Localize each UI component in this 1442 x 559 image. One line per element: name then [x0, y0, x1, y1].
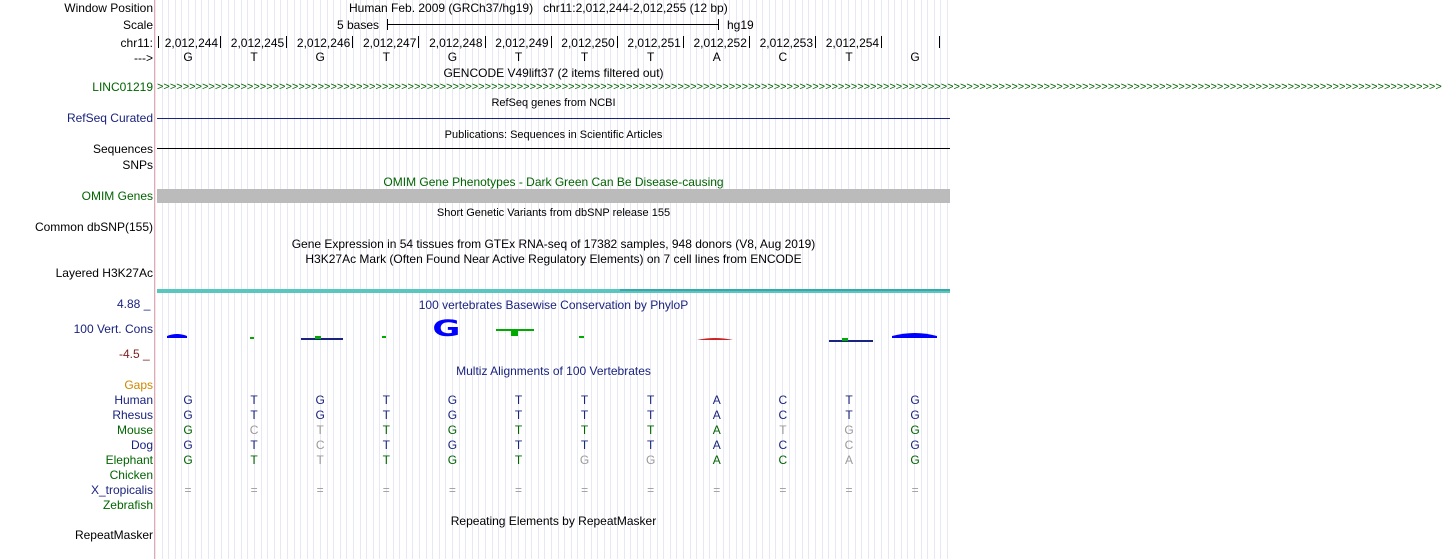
alignment-base: G: [910, 408, 920, 422]
species-label-zebrafish[interactable]: Zebrafish: [102, 498, 153, 512]
sequences-label[interactable]: Sequences: [92, 142, 153, 156]
alignment-base: G: [447, 408, 458, 422]
alignment-base: T: [647, 393, 655, 407]
refseq-gene-line[interactable]: [157, 118, 950, 119]
alignment-base: G: [910, 423, 920, 437]
layered-h3k27ac-label[interactable]: Layered H3K27Ac: [55, 266, 153, 280]
alignment-base: G: [646, 453, 656, 467]
ruler-position: 2,012,248: [429, 36, 483, 50]
alignment-base: C: [778, 453, 788, 467]
alignment-base: =: [514, 483, 522, 497]
alignment-base: T: [779, 423, 787, 437]
alignment-base: A: [844, 453, 853, 467]
ruler-position: 2,012,254: [825, 36, 880, 50]
cons-mark-g3: [301, 338, 343, 340]
cons-mark-t11: [829, 340, 873, 342]
alignment-base: C: [778, 393, 788, 407]
alignment-base: T: [845, 408, 853, 422]
multiz-track-title[interactable]: Multiz Alignments of 100 Vertebrates: [456, 364, 651, 378]
gaps-label[interactable]: Gaps: [124, 378, 153, 392]
scale-bar-left-end: [387, 19, 388, 30]
species-label-mouse[interactable]: Mouse: [116, 423, 153, 437]
alignment-base: T: [250, 438, 258, 452]
publications-line[interactable]: [157, 148, 950, 149]
alignment-base: T: [647, 438, 655, 452]
ruler-tick: [551, 36, 552, 48]
alignment-base: A: [712, 453, 721, 467]
ruler-position: 2,012,250: [561, 36, 615, 50]
alignment-base: =: [250, 483, 258, 497]
cons-mark-g12: [892, 333, 937, 338]
omim-feature-bar[interactable]: [157, 189, 950, 203]
alignment-base: =: [713, 483, 721, 497]
refseq-track-title[interactable]: RefSeq genes from NCBI: [491, 97, 616, 109]
ruler-position: 2,012,246: [296, 36, 351, 50]
alignment-base: A: [712, 393, 721, 407]
alignment-base: C: [778, 438, 788, 452]
alignment-base: T: [647, 408, 655, 422]
alignment-base: =: [779, 483, 787, 497]
alignment-base: T: [514, 438, 523, 452]
reference-base: A: [712, 50, 721, 64]
reference-base: T: [647, 50, 655, 64]
ruler-tick: [158, 36, 159, 48]
alignment-base: T: [514, 393, 523, 407]
refseq-curated-label[interactable]: RefSeq Curated: [66, 111, 153, 125]
dbsnp-track-title[interactable]: Short Genetic Variants from dbSNP release 155: [436, 207, 671, 219]
alignment-base: A: [712, 408, 721, 422]
alignment-base: =: [845, 483, 853, 497]
ruler-tick: [220, 36, 221, 48]
cons-mark-t4: [382, 336, 386, 338]
alignment-base: G: [910, 453, 920, 467]
cons-mark-g3b: [315, 336, 321, 339]
ruler-position: 2,012,245: [230, 36, 285, 50]
cons-mark-t7: [579, 336, 584, 338]
reference-base: G: [910, 50, 920, 64]
alignment-base: G: [183, 438, 193, 452]
reference-base: T: [250, 50, 258, 64]
100-vert-cons-label[interactable]: 100 Vert. Cons: [73, 322, 153, 336]
common-dbsnp-label[interactable]: Common dbSNP(155): [34, 220, 153, 234]
alignment-base: G: [844, 423, 854, 437]
ruler-tick: [749, 36, 750, 48]
linc01219-label[interactable]: LINC01219: [92, 80, 153, 94]
reference-base: G: [315, 50, 325, 64]
ruler-position: 2,012,252: [693, 36, 747, 50]
alignment-base: G: [910, 438, 920, 452]
cons-mark-t6b: [511, 330, 518, 336]
alignment-base: G: [447, 423, 458, 437]
alignment-base: C: [844, 438, 854, 452]
cons-logo-marks: [167, 315, 937, 342]
gencode-track-title[interactable]: GENCODE V49lift37 (2 items filtered out): [443, 66, 664, 80]
ruler-tick: [286, 36, 287, 48]
window-position-value: Human Feb. 2009 (GRCh37/hg19) chr11:2,012,244-2,012,255 (12 bp): [349, 1, 728, 15]
linc01219-gene-feature[interactable]: >>>>>>>>>>>>>>>>>>>>>>>>>>>>>>>>>>>>>>>>>>>>>>>>>>>>>>>>>>>>>>>>>>>>>>>>>>>>>>>>>>>>>>>>>>>>>>>>>>>>>>>>>>>>>>>>>>>>>>>>>>>>>>>>>>>>>>>>>>>>>>>>>>>>>>>>>>>>>>>>>>>>>>>>>>>>>>>>>>>>>>>>>>>>>>>>>>>>>>>>: [157, 81, 1442, 93]
alignment-base: T: [514, 408, 523, 422]
reference-base: T: [845, 50, 853, 64]
alignment-base: T: [382, 423, 390, 437]
alignment-base: G: [183, 408, 193, 422]
alignment-base: G: [447, 393, 458, 407]
strand-label: --->: [134, 51, 153, 65]
species-label-elephant[interactable]: Elephant: [105, 453, 153, 467]
ruler-tick: [617, 36, 618, 48]
alignment-base: T: [382, 408, 390, 422]
alignment-base: =: [448, 483, 456, 497]
omim-track-title[interactable]: OMIM Gene Phenotypes - Dark Green Can Be Disease-causing: [383, 175, 724, 189]
alignment-base: T: [514, 423, 523, 437]
alignment-base: T: [382, 438, 390, 452]
ruler-position: 2,012,247: [363, 36, 417, 50]
alignment-base: T: [316, 453, 324, 467]
alignment-base: T: [580, 393, 589, 407]
species-label-human[interactable]: Human: [114, 393, 153, 407]
h3k27ac-signal-top: [620, 289, 950, 291]
cons-mark-g5: G: [432, 315, 461, 342]
alignment-base: G: [183, 453, 193, 467]
alignment-base: A: [712, 423, 721, 437]
alignment-base: =: [581, 483, 589, 497]
conservation-logo-plot[interactable]: [155, 310, 950, 350]
repeatmasker-label[interactable]: RepeatMasker: [74, 528, 153, 542]
chrom-label: chr11:: [120, 36, 153, 50]
reference-base: T: [514, 50, 523, 64]
alignment-base: G: [183, 393, 193, 407]
omim-genes-label[interactable]: OMIM Genes: [81, 189, 153, 203]
ruler-position: 2,012,253: [759, 36, 813, 50]
ruler-position: 2,012,251: [627, 36, 681, 50]
alignment-base: T: [382, 453, 390, 467]
scale-bar-right-end: [718, 19, 719, 30]
alignment-base: A: [712, 438, 721, 452]
species-label-chicken[interactable]: Chicken: [109, 468, 153, 482]
ruler-tick: [418, 36, 419, 48]
alignment-base: G: [447, 438, 458, 452]
cons-mark-g1: [167, 334, 187, 338]
alignment-base: T: [250, 408, 258, 422]
species-label-x_tropicalis[interactable]: X_tropicalis: [90, 483, 153, 497]
alignment-base: G: [315, 393, 325, 407]
snps-label[interactable]: SNPs: [122, 158, 153, 172]
alignment-base: G: [447, 453, 458, 467]
reference-base: G: [447, 50, 458, 64]
alignment-base: T: [647, 423, 655, 437]
h3k27ac-track-title[interactable]: H3K27Ac Mark (Often Found Near Active Regulatory Elements) on 7 cell lines from ENCODE: [305, 252, 802, 266]
alignment-base: T: [250, 393, 258, 407]
scale-bar: [387, 24, 718, 25]
alignment-base: =: [184, 483, 192, 497]
species-label-rhesus[interactable]: Rhesus: [112, 408, 153, 422]
gridline: [155, 0, 156, 559]
alignment-base: =: [647, 483, 655, 497]
alignment-base: =: [382, 483, 390, 497]
species-label-dog[interactable]: Dog: [130, 438, 153, 452]
alignment-base: T: [316, 423, 324, 437]
alignment-base: G: [315, 408, 325, 422]
ruler-tick: [881, 36, 882, 48]
window-position-label: Window Position: [64, 1, 153, 15]
alignment-base: C: [315, 438, 325, 452]
alignment-base: C: [778, 408, 788, 422]
ruler-tick: [683, 36, 684, 48]
alignment-base: G: [183, 423, 193, 437]
ruler-tick: [485, 36, 486, 48]
alignment-base: T: [580, 438, 589, 452]
repeatmasker-track-title[interactable]: Repeating Elements by RepeatMasker: [450, 514, 657, 528]
scale-label: Scale: [122, 18, 153, 32]
alignment-base: T: [580, 423, 589, 437]
ruler-tick: [352, 36, 353, 48]
alignment-base: G: [579, 453, 590, 467]
cons-track-title[interactable]: 100 vertebrates Basewise Conservation by PhyloP: [418, 298, 689, 312]
cons-mark-a9: [697, 338, 733, 340]
alignment-base: =: [911, 483, 919, 497]
alignment-base: T: [382, 393, 390, 407]
ruler-position: 2,012,244: [164, 36, 219, 50]
ruler-position: 2,012,249: [495, 36, 549, 50]
reference-base: C: [778, 50, 788, 64]
reference-base: T: [580, 50, 589, 64]
cons-mark-t2: [250, 337, 254, 339]
alignment-base: T: [250, 453, 258, 467]
cons-mark-t11b: [842, 338, 848, 341]
alignment-base: G: [910, 393, 920, 407]
assembly-label: hg19: [727, 18, 754, 32]
reference-base: G: [183, 50, 193, 64]
scale-text: 5 bases: [337, 18, 380, 32]
gtex-track-title[interactable]: Gene Expression in 54 tissues from GTEx RNA-seq of 17382 samples, 948 donors (V8, Aug 2019): [291, 237, 816, 251]
ruler-tick: [815, 36, 816, 48]
ruler-tick: [939, 36, 940, 48]
publications-track-title[interactable]: Publications: Sequences in Scientific Articles: [444, 129, 663, 141]
alignment-base: T: [845, 393, 853, 407]
alignment-base: C: [249, 423, 259, 437]
cons-min-label: -4.5 _: [119, 347, 150, 361]
cons-max-label: 4.88 _: [117, 297, 151, 311]
reference-base: T: [382, 50, 390, 64]
alignment-base: =: [316, 483, 324, 497]
alignment-base: T: [580, 408, 589, 422]
alignment-base: T: [514, 453, 523, 467]
